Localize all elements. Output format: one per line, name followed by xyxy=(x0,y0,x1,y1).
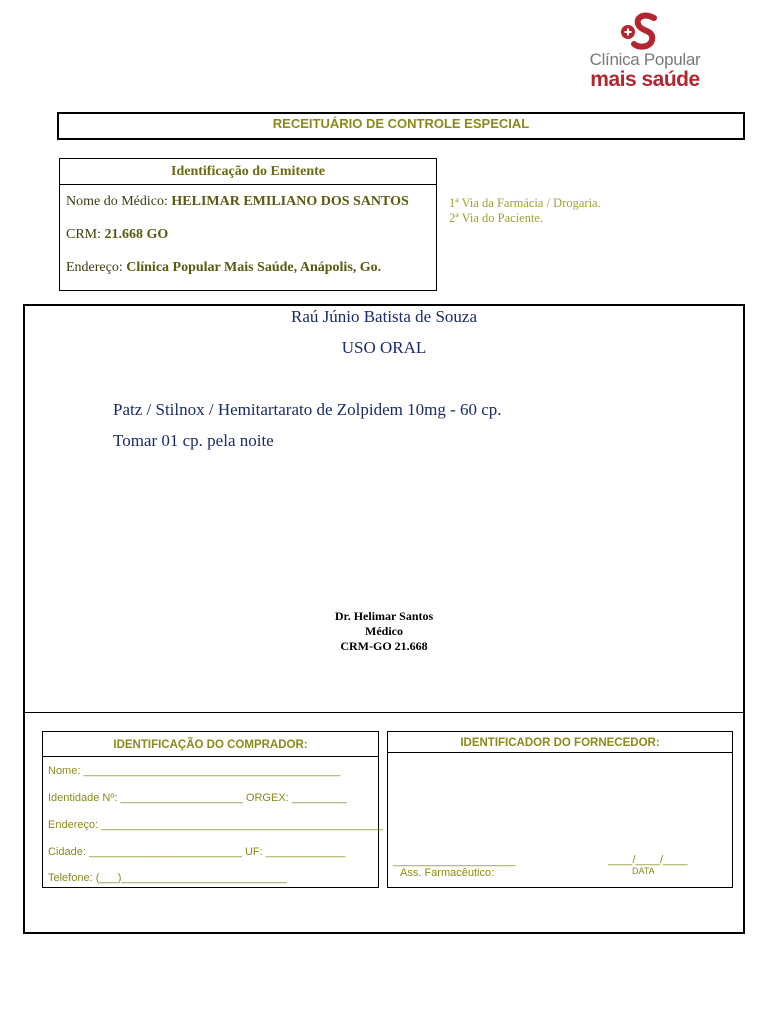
address-row xyxy=(66,260,381,276)
buyer-city-field[interactable]: Cidade: _________________________ UF: _____________ xyxy=(48,846,346,858)
buyer-address-field[interactable]: Endereço: ______________________________________________ xyxy=(48,819,383,831)
supplier-identification-box xyxy=(387,731,733,888)
buyer-name-field[interactable]: Nome: __________________________________________ xyxy=(48,765,341,777)
document-title-box xyxy=(57,112,745,140)
address-value: Clínica Popular Mais Saúde, Anápolis, Go. xyxy=(126,260,382,275)
clinic-logo xyxy=(580,12,710,91)
date-field[interactable]: ____/____/____ xyxy=(608,854,688,866)
pharmacist-signature-label: Ass. Farmacêutico: xyxy=(400,867,495,879)
address-label: Endereço: xyxy=(66,260,127,275)
copy-1-note: 1ª Via da Farmácia / Drogaria. xyxy=(449,196,601,210)
crm-label: CRM: xyxy=(66,227,105,242)
supplier-heading: IDENTIFICADOR DO FORNECEDOR: xyxy=(388,732,732,753)
clinic-logo-mark-icon xyxy=(614,12,664,52)
copies-note xyxy=(449,196,601,226)
crm-value: 21.668 GO xyxy=(104,227,169,242)
buyer-identification-box xyxy=(42,731,383,888)
signature-name: Dr. Helimar Santos xyxy=(334,609,434,623)
signature-role: Médico xyxy=(365,624,403,638)
pharmacist-signature-line[interactable]: ____________________ xyxy=(393,855,516,867)
signature-crm: CRM-GO 21.668 xyxy=(340,639,428,653)
doctor-name-label: Nome do Médico: xyxy=(66,194,172,209)
document-title: RECEITUÁRIO DE CONTROLE ESPECIAL xyxy=(272,116,530,131)
medication-line: Patz / Stilnox / Hemitartarato de Zolpidem 10mg - 60 cp. xyxy=(113,400,502,419)
emitente-heading: Identificação do Emitente xyxy=(60,159,436,185)
emitente-box xyxy=(59,158,437,291)
date-label: DATA xyxy=(632,866,655,876)
doctor-signature-block xyxy=(0,609,768,654)
logo-text-line2: mais saúde xyxy=(590,68,700,91)
crm-row xyxy=(66,227,168,243)
route-of-administration: USO ORAL xyxy=(341,338,427,357)
buyer-phone-field[interactable]: Telefone: (___)___________________________ xyxy=(48,872,287,884)
copy-2-note: 2ª Via do Paciente. xyxy=(449,211,544,225)
buyer-id-field[interactable]: Identidade Nº: ____________________ ORGEX: _________ xyxy=(48,792,347,804)
dosage-instructions: Tomar 01 cp. pela noite xyxy=(113,431,274,450)
logo-text-line1: Clínica Popular xyxy=(589,50,701,69)
buyer-heading: IDENTIFICAÇÃO DO COMPRADOR: xyxy=(43,732,378,757)
doctor-name-value: HELIMAR EMILIANO DOS SANTOS xyxy=(171,194,409,209)
section-divider xyxy=(23,712,745,713)
patient-name: Raú Júnio Batista de Souza xyxy=(290,307,478,326)
doctor-name-row xyxy=(66,194,409,210)
